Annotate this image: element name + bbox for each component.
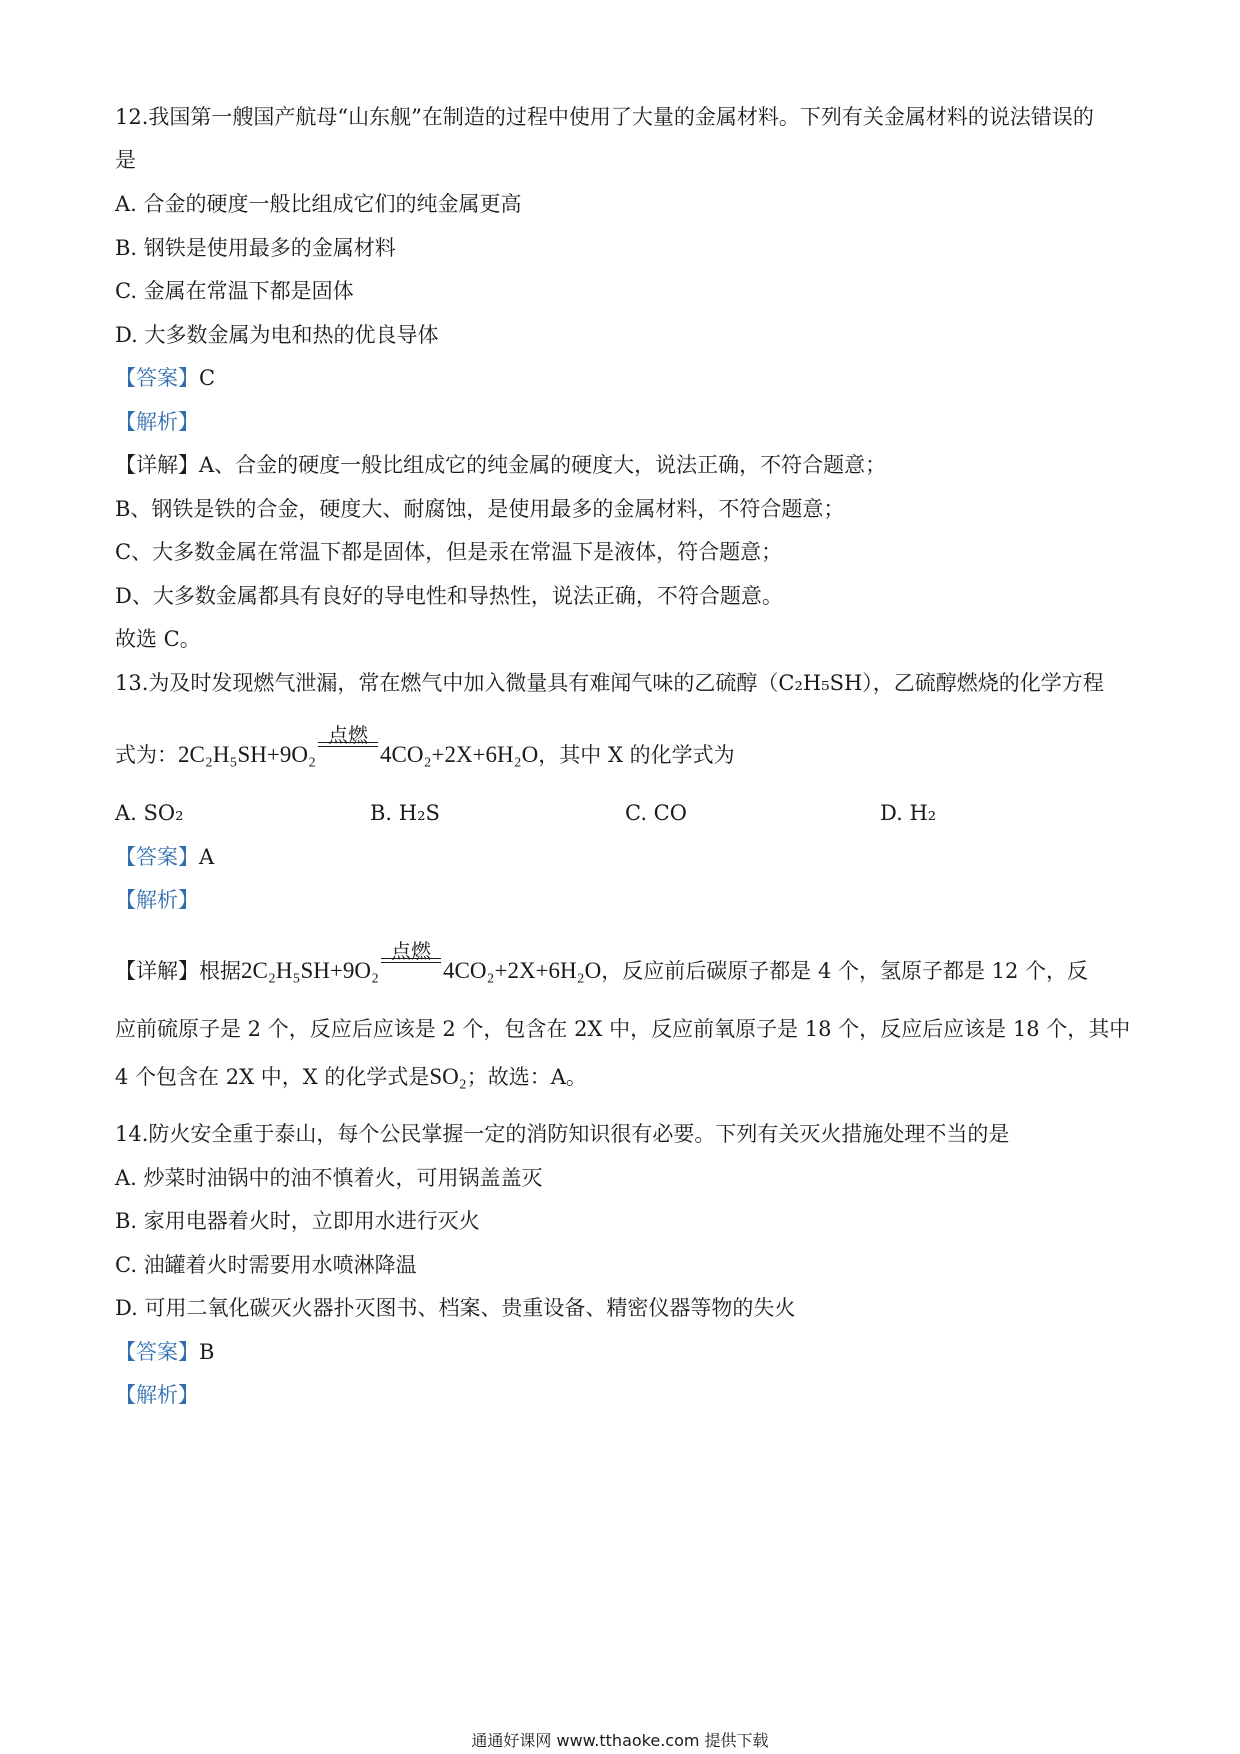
q12-option-a: A. 合金的硬度一般比组成它们的纯金属更高: [115, 192, 522, 216]
reaction-condition: 点燃: [391, 941, 431, 963]
q14-option-c: C. 油罐着火时需要用水喷淋降温: [115, 1253, 417, 1277]
q13-detail-line3: [115, 1063, 587, 1091]
footer-source: 通通好课网 www.tthaoke.com 提供下载: [471, 1731, 769, 1750]
q13-stem-suffix: ，其中 X 的化学式为: [538, 743, 735, 767]
q12-stem-line1: 12.我国第一艘国产航母“山东舰”在制造的过程中使用了大量的金属材料。下列有关金属材料的说法错误的: [115, 105, 1094, 129]
equation-left: 2C₂H₅SH+9O₂: [241, 958, 379, 983]
q12-analysis-tag: 【解析】: [115, 410, 199, 434]
equation-right: 4CO₂+2X+6H₂O: [443, 958, 602, 983]
q13-stem-prefix: 式为：: [115, 743, 178, 767]
q13-option-d: D. H₂: [880, 801, 937, 825]
detail-tag: 【详解】: [115, 453, 199, 477]
q12-conclusion: 故选 C。: [115, 627, 201, 651]
q13-stem-line2: [115, 725, 735, 769]
q13-answer: [115, 843, 214, 871]
detail-prefix: 根据: [199, 959, 241, 983]
q13-option-a: A. SO₂: [115, 801, 184, 825]
equation-left: 2C₂H₅SH+9O₂: [178, 742, 316, 767]
q13-equation: [178, 725, 539, 769]
q13-options: [115, 799, 936, 827]
q12-detail-line1: [115, 451, 886, 479]
q13-detail-line2: 应前硫原子是 2 个，反应后应该是 2 个，包含在 2X 中，反应前氧原子是 18 个，反应后应该是 18 个，其中: [115, 1017, 1131, 1041]
q14-stem: 14.防火安全重于泰山，每个公民掌握一定的消防知识很有必要。下列有关灭火措施处理不当的是: [115, 1122, 1010, 1146]
detail3-suffix: ；故选：A。: [466, 1065, 587, 1089]
q13-option-b: B. H₂S: [370, 801, 440, 825]
q12-detail-line3: C、大多数金属在常温下都是固体，但是汞在常温下是液体，符合题意；: [115, 540, 783, 564]
q12-option-d: D. 大多数金属为电和热的优良导体: [115, 323, 439, 347]
answer-tag: 【答案】: [115, 845, 199, 869]
answer-value: B: [199, 1340, 215, 1364]
q13-detail-line1: [115, 941, 1089, 985]
detail-tag: 【详解】: [115, 959, 199, 983]
q12-option-c: C. 金属在常温下都是固体: [115, 279, 354, 303]
q14-option-d: D. 可用二氧化碳灭火器扑灭图书、档案、贵重设备、精密仪器等物的失火: [115, 1296, 796, 1320]
answer-value: C: [199, 366, 216, 390]
answer-tag: 【答案】: [115, 366, 199, 390]
detail-text: A、合金的硬度一般比组成它的纯金属的硬度大，说法正确，不符合题意；: [199, 453, 887, 477]
q14-option-a: A. 炒菜时油锅中的油不慎着火，可用锅盖盖灭: [115, 1166, 543, 1190]
detail-suffix: ，反应前后碳原子都是 4 个，氢原子都是 12 个，反: [601, 959, 1089, 983]
reaction-arrow: [318, 725, 378, 762]
q14-option-b: B. 家用电器着火时，立即用水进行灭火: [115, 1209, 480, 1233]
q12-stem-line2: 是: [115, 148, 136, 172]
reaction-arrow: [381, 941, 441, 978]
q12-answer: [115, 364, 215, 392]
q12-detail-line2: B、钢铁是铁的合金，硬度大、耐腐蚀，是使用最多的金属材料，不符合题意；: [115, 497, 845, 521]
q13-analysis-tag: 【解析】: [115, 888, 199, 912]
detail3-prefix: 4 个包含在 2X 中，X 的化学式是: [115, 1065, 430, 1089]
q14-analysis-tag: 【解析】: [115, 1383, 199, 1407]
q12-option-b: B. 钢铁是使用最多的金属材料: [115, 236, 396, 260]
q13-stem-line1: 13.为及时发现燃气泄漏，常在燃气中加入微量具有难闻气味的乙硫醇（C₂H₅SH），乙硫醇燃烧的化学方程: [115, 671, 1104, 695]
q13-detail-equation: [241, 941, 602, 985]
equation-right: 4CO₂+2X+6H₂O: [380, 742, 539, 767]
q14-answer: [115, 1338, 214, 1366]
answer-value: A: [199, 845, 215, 869]
detail3-formula: SO₂: [429, 1064, 467, 1089]
reaction-condition: 点燃: [328, 725, 368, 747]
q13-option-c: C. CO: [625, 801, 687, 825]
q12-detail-line4: D、大多数金属都具有良好的导电性和导热性，说法正确，不符合题意。: [115, 584, 783, 608]
answer-tag: 【答案】: [115, 1340, 199, 1364]
